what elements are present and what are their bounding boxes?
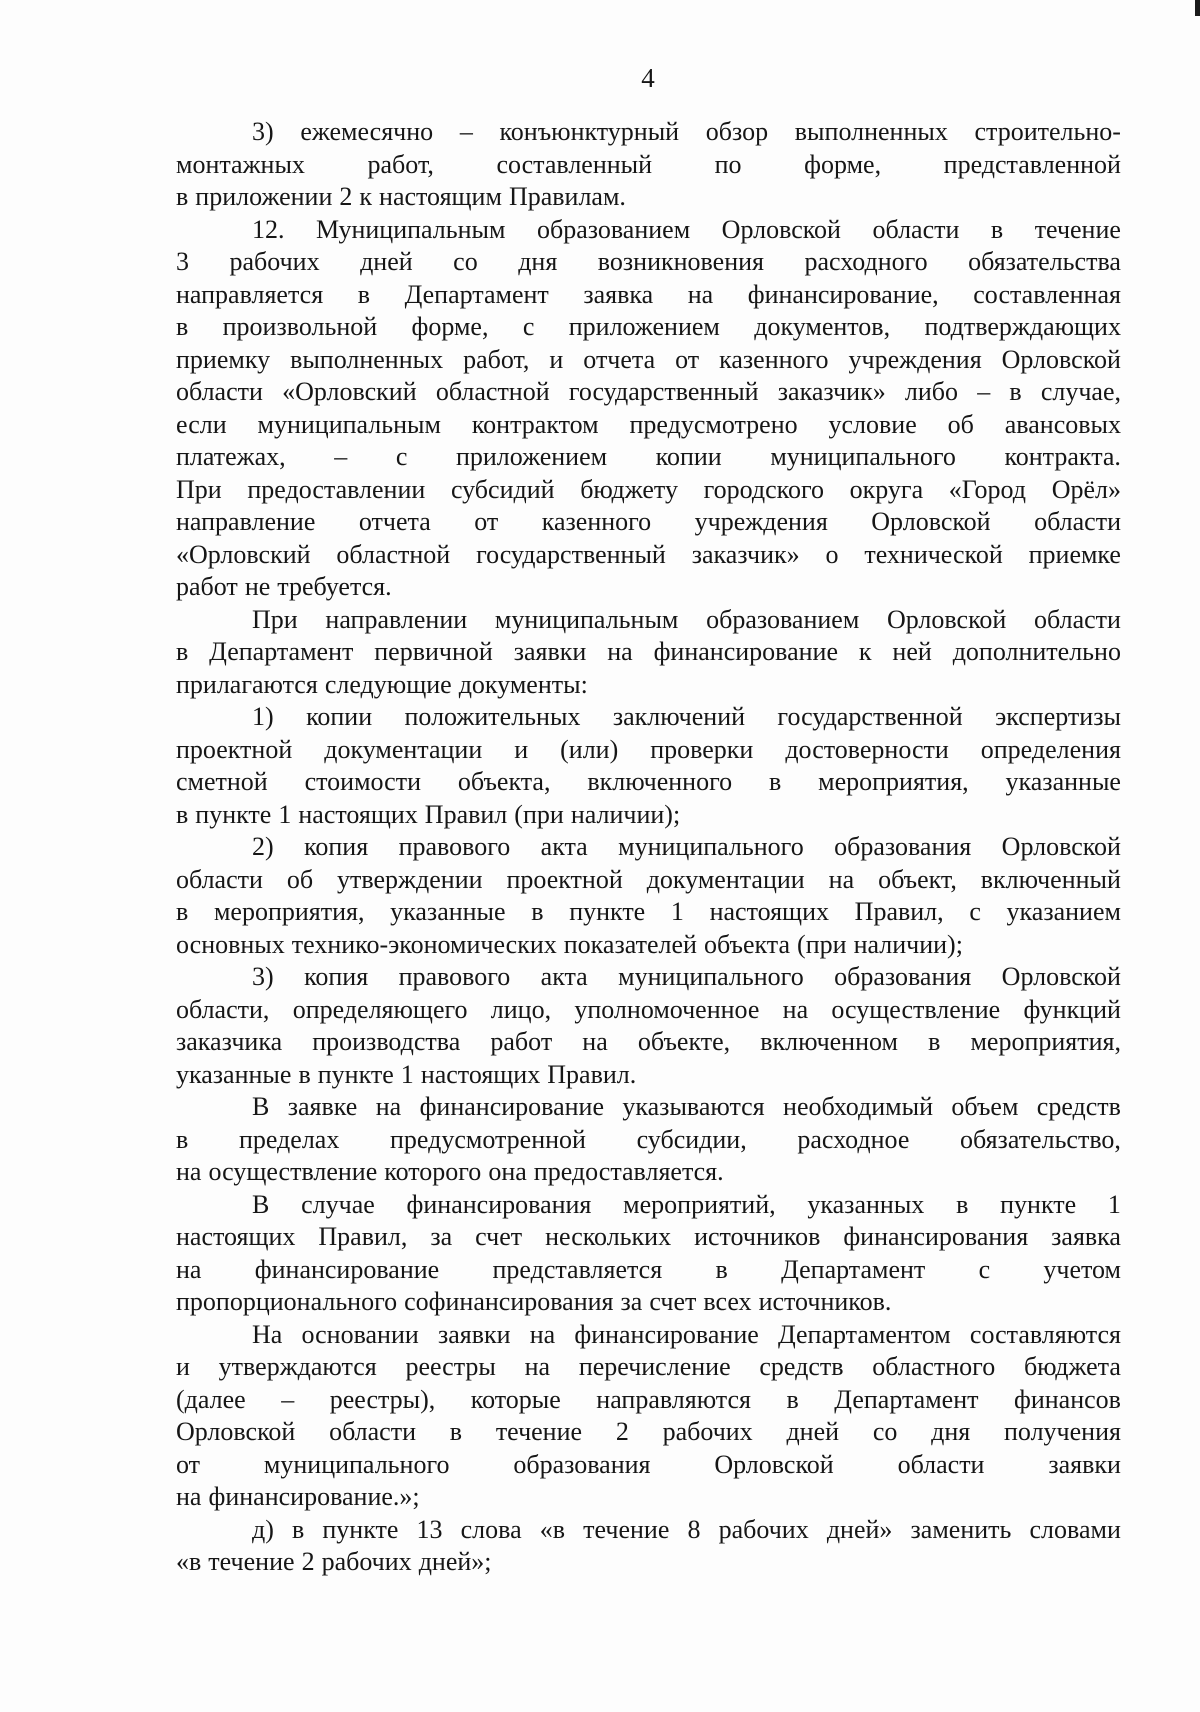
text-line: направление отчета от казенного учреждения Орловской области [176,507,1121,536]
paragraph [176,701,1121,831]
text-line: если муниципальным контрактом предусмотрено условие об авансовых [176,409,1121,439]
text-line: 1) копии положительных заключений государственной экспертизы [252,702,1121,731]
paragraph [176,1319,1121,1514]
text-line: Орловской области в течение 2 рабочих дней со дня получения [176,1417,1121,1446]
paragraph [176,214,1121,604]
text-line: На основании заявки на финансирование Департаментом составляются [252,1319,1121,1349]
text-line: направляется в Департамент заявка на финансирование, составленная [176,279,1121,309]
text-line: на финансирование представляется в Департамент с учетом [176,1254,1121,1284]
text-line: в пределах предусмотренной субсидии, расходное обязательство, [176,1124,1121,1154]
text-line: «в течение 2 рабочих дней»; [176,1547,492,1576]
text-line: в пункте 1 настоящих Правил (при наличии); [176,799,681,829]
paragraph [176,1514,1121,1579]
text-line: платежах, – с приложением копии муниципального контракта. [176,442,1121,471]
text-line: в приложении 2 к настоящим Правилам. [176,182,626,211]
scan-edge-mark [1195,0,1200,16]
text-line: приемку выполненных работ, и отчета от казенного учреждения Орловской [176,344,1121,374]
text-line: заказчика производства работ на объекте, включенном в мероприятия, [176,1027,1121,1056]
text-line: проектной документации и (или) проверки достоверности определения [176,734,1121,764]
paragraph [176,831,1121,961]
text-line: работ не требуется. [176,572,392,601]
paragraph [176,116,1121,214]
text-line: 3) копия правового акта муниципального образования Орловской [252,962,1121,991]
paragraph [176,961,1121,1091]
paragraph [176,1091,1121,1189]
text-line: 3) ежемесячно – конъюнктурный обзор выполненных строительно- [252,117,1121,146]
text-line: основных технико-экономических показателей объекта (при наличии); [176,929,963,959]
text-line: 3 рабочих дней со дня возникновения расходного обязательства [176,247,1121,276]
text-line: д) в пункте 13 слова «в течение 8 рабочих дней» заменить словами [252,1514,1121,1544]
text-line: на осуществление которого она предоставляется. [176,1157,724,1186]
document-body [176,116,1121,1579]
text-line: пропорционального софинансирования за счет всех источников. [176,1287,892,1316]
text-line: При предоставлении субсидий бюджету городского округа «Город Орёл» [176,474,1121,504]
text-line: монтажных работ, составленный по форме, представленной [176,149,1121,179]
paragraph [176,1189,1121,1319]
text-line: прилагаются следующие документы: [176,669,588,699]
text-line: указанные в пункте 1 настоящих Правил. [176,1059,637,1089]
text-line: 2) копия правового акта муниципального образования Орловской [252,832,1121,861]
text-line: (далее – реестры), которые направляются в Департамент финансов [176,1384,1121,1414]
text-line: настоящих Правил, за счет нескольких источников финансирования заявка [176,1222,1121,1251]
text-line: в мероприятия, указанные в пункте 1 настоящих Правил, с указанием [176,897,1121,926]
text-line: 12. Муниципальным образованием Орловской области в течение [252,214,1121,244]
text-line: сметной стоимости объекта, включенного в мероприятия, указанные [176,767,1121,796]
text-line: В случае финансирования мероприятий, указанных в пункте 1 [252,1189,1121,1219]
text-line: «Орловский областной государственный заказчик» о технической приемке [176,539,1121,569]
text-line: области, определяющего лицо, уполномоченное на осуществление функций [176,994,1121,1024]
text-line: в произвольной форме, с приложением документов, подтверждающих [176,312,1121,341]
text-line: области «Орловский областной государственный заказчик» либо – в случае, [176,377,1121,406]
text-line: от муниципального образования Орловской области заявки [176,1449,1121,1479]
text-line: области об утверждении проектной документации на объект, включенный [176,864,1121,894]
text-line: В заявке на финансирование указываются необходимый объем средств [252,1092,1121,1121]
page-number: 4 [641,63,655,93]
text-line: в Департамент первичной заявки на финансирование к ней дополнительно [176,637,1121,666]
text-line: и утверждаются реестры на перечисление средств областного бюджета [176,1352,1121,1381]
text-line: на финансирование.»; [176,1482,420,1511]
text-line: При направлении муниципальным образованием Орловской области [252,604,1121,634]
paragraph [176,604,1121,702]
